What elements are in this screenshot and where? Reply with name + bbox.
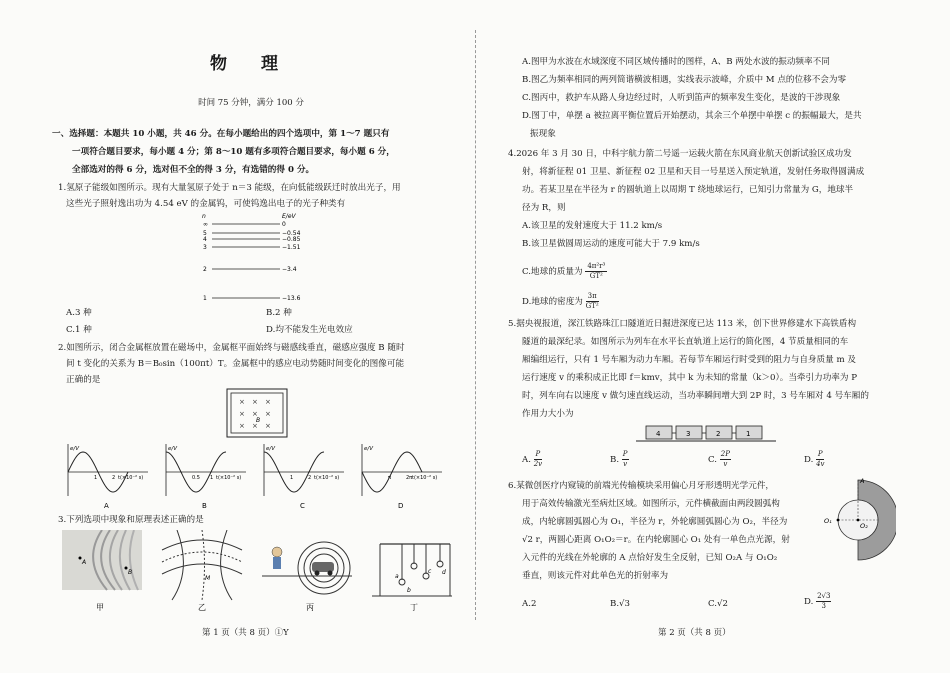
field-crosses — [239, 398, 271, 430]
q5-a-letter: A. — [522, 455, 531, 465]
point-m-label: M — [205, 575, 211, 582]
q6-option-d-text: D. — [804, 597, 814, 607]
q6-d-num: 2√3 — [817, 592, 831, 600]
pendulum-a-label: a — [395, 573, 399, 580]
train-car-number: 4 — [656, 430, 661, 438]
level-n-label: 4 — [203, 236, 207, 243]
level-energy-label: −0.54 — [282, 230, 301, 237]
q5-c-den: v — [723, 460, 728, 468]
q1-option-a: A.3 种 — [66, 308, 92, 318]
q4-d-den: GT² — [585, 302, 599, 310]
graph-y-label: e/V — [364, 446, 373, 452]
q5-option-d — [804, 450, 824, 469]
graph-tick: 2 — [308, 475, 312, 481]
svg-text:×: × — [252, 410, 258, 418]
q6-option-c: C.√2 — [708, 599, 728, 609]
q5-d-den: 4v — [816, 460, 825, 468]
graph-y-label: e/V — [70, 446, 79, 452]
figure-ding — [372, 544, 452, 596]
pendulum-d-label: d — [442, 569, 446, 576]
graph-tick: 1 — [94, 475, 98, 481]
graph-option-letter: B — [202, 502, 207, 510]
graph-option-letter: A — [104, 502, 109, 510]
q5-line-5: 时，列车向右以速度 v 做匀速直线运动，当功率瞬间增大到 2P 时，3 号车厢对 4 号车厢的 — [522, 391, 869, 401]
level-n-label: 1 — [203, 295, 207, 302]
q5-c-letter: C. — [708, 455, 718, 465]
q3-option-b: B.图乙为频率相同的两列简谐横波相遇，实线表示波峰，介质中 M 点的位移不会为零 — [522, 75, 847, 85]
q4-option-c-text: C.地球的质量为 — [522, 267, 583, 277]
q5-d-fraction — [816, 450, 824, 469]
e-t-graph-d — [362, 444, 442, 510]
point-a-label: A — [860, 477, 865, 485]
graph-tick: 2 — [112, 475, 116, 481]
q4-line-4: 径为 R，则 — [522, 203, 566, 213]
graph-tick: 1 — [210, 475, 214, 481]
label-ding: 丁 — [410, 603, 418, 612]
point-b-label: B — [128, 569, 133, 576]
level-n-label: 2 — [203, 266, 207, 273]
q5-a-den: 2v — [533, 460, 543, 468]
q4-option-b: B.该卫星做圆周运动的速度可能大于 7.9 km/s — [522, 239, 700, 249]
q5-a-fraction — [534, 450, 542, 469]
q1-option-c: C.1 种 — [66, 325, 92, 335]
svg-text:×: × — [252, 422, 258, 430]
graph-x-label: t(×10⁻² s) — [314, 475, 340, 481]
q3-option-c: C.图丙中，救护车从路人身边经过时，人听到笛声的频率发生变化，是波的干涉现象 — [522, 93, 841, 103]
q2-graphs — [60, 440, 460, 512]
crescent-element-figure — [814, 474, 896, 564]
energy-axis-label: E/eV — [282, 213, 296, 220]
q5-option-a — [522, 450, 542, 469]
q6-line-2: 用于高效传输激光至病灶区域。如图所示，元件横截面由两段圆弧构 — [522, 499, 780, 509]
graph-option-letter: C — [300, 502, 305, 510]
level-energy-label: −1.51 — [282, 244, 301, 251]
q5-a-num: P — [535, 450, 541, 458]
q5-option-c — [708, 450, 731, 469]
q1-line-1: 1.氢原子能级如图所示。现有大量氢原子处于 n＝3 能级，在向低能级跃迁时放出光子，用 — [58, 183, 401, 193]
graph-tick: 0.5 — [192, 475, 200, 481]
figure-yi — [162, 530, 242, 600]
q1-line-2: 这些光子照射逸出功为 4.54 eV 的金属钨，可使钨逸出电子的光子种类有 — [66, 199, 346, 209]
q4-option-c — [522, 262, 607, 281]
section-header-1: 一、选择题：本题共 10 小题，共 46 分。在每小题给出的四个选项中，第 1～7 题只有 — [52, 129, 390, 139]
q6-line-5: 入元件的光线在外轮廓的 A 点恰好发生全反射，已知 O₂A 与 O₁O₂ — [522, 553, 778, 563]
q2-line-2: 间 t 变化的关系为 B＝B₀sin（100πt）T。金属框中的感应电动势随时间变化的图像可能 — [66, 359, 405, 369]
q5-line-4: 运行速度 v 的乘积成正比即 f＝kmv，其中 k 为未知的常量（k＞0）。当牵引力功率为 P — [522, 373, 858, 383]
graph-option-letter: D — [398, 502, 404, 510]
label-jia: 甲 — [96, 603, 104, 612]
q4-option-d — [522, 292, 599, 311]
q6-line-3: 成，内轮廓圆弧圆心为 O₁，半径为 r，外轮廓圆弧圆心为 O₂，半径为 — [522, 517, 788, 527]
q4-line-2: 射，将新征程 01 卫星、新征程 02 卫星和天目一号星送入预定轨道，发射任务取得圆满成 — [522, 167, 865, 177]
q4-c-fraction — [585, 262, 607, 281]
pendulum-b-label: b — [407, 587, 411, 594]
train-figure — [636, 422, 776, 444]
q6-option-b: B.√3 — [610, 599, 630, 609]
q6-option-a: A.2 — [522, 599, 537, 609]
left-footer: 第 1 页（共 8 页）①Y — [202, 628, 289, 638]
energy-level-diagram — [202, 210, 312, 306]
q5-line-2: 隧道的最深纪录。如图所示为列车在水平长直轨道上运行的简化图，4 节质量相同的车 — [522, 337, 849, 347]
level-energy-label: −13.6 — [282, 295, 301, 302]
q5-line-1: 5.据央视报道，深江铁路珠江口隧道近日掘进深度已达 113 米，创下世界修建水下高铁盾构 — [508, 319, 857, 329]
point-a-label: A — [82, 559, 87, 566]
level-n-label: ∞ — [203, 221, 208, 228]
q4-option-a: A.该卫星的发射速度大于 11.2 km/s — [522, 221, 663, 231]
q4-option-d-text: D.地球的密度为 — [522, 297, 583, 307]
q5-b-num: P — [622, 450, 628, 458]
pendulum-c-label: c — [428, 568, 432, 575]
graph-y-label: e/V — [266, 446, 275, 452]
exam-subtitle: 时间 75 分钟，满分 100 分 — [198, 98, 304, 108]
q5-c-fraction — [720, 450, 731, 469]
n-axis-label: n — [202, 213, 206, 220]
b-field-label: B — [256, 417, 261, 424]
page-title: 物 理 — [210, 54, 292, 74]
level-energy-label: 0 — [282, 221, 286, 228]
svg-text:×: × — [239, 410, 245, 418]
q4-d-num: 3π — [586, 292, 599, 302]
level-n-label: 3 — [203, 244, 207, 251]
svg-text:×: × — [265, 398, 271, 406]
page-divider — [475, 30, 476, 620]
q3-option-d: D.图丁中，单摆 a 被拉离平衡位置后开始摆动，其余三个单摆中单摆 c 的振幅最大，是共 — [522, 111, 862, 121]
q4-line-1: 4.2026 年 3 月 30 日，中科宇航力箭二号遥一运载火箭在东风商业航天创新试验区成功发 — [508, 149, 852, 159]
train-car-number: 2 — [716, 430, 721, 438]
svg-text:×: × — [239, 398, 245, 406]
level-energy-label: −0.85 — [282, 236, 301, 243]
graph-x-label: t(×10⁻² s) — [118, 475, 144, 481]
q1-option-b: B.2 种 — [266, 308, 292, 318]
q6-d-den: 3 — [821, 602, 826, 610]
q6-d-fraction — [816, 592, 831, 611]
graph-y-label: e/V — [168, 446, 177, 452]
section-header-3: 全部选对的得 6 分，选对但不全的得 3 分，有选错的得 0 分。 — [72, 165, 315, 175]
q3-option-a: A.图甲为水波在水域深度不同区域传播时的图样，A、B 两处水波的振动频率不同 — [522, 57, 830, 67]
q1-option-d: D.均不能发生光电效应 — [266, 325, 353, 335]
level-n-label: 5 — [203, 230, 207, 237]
label-yi: 乙 — [198, 603, 206, 612]
q3-stem: 3.下列选项中现象和原理表述正确的是 — [58, 515, 204, 525]
o1-label: O₁ — [824, 517, 832, 525]
q4-c-num: 4π²r³ — [587, 262, 606, 270]
train-car-number: 3 — [686, 430, 691, 438]
q5-b-letter: B. — [610, 455, 620, 465]
e-t-graph-b — [166, 444, 246, 510]
q6-line-1: 6.某微创医疗内窥镜的前端光传输模块采用偏心月牙形透明光学元件， — [508, 481, 775, 491]
q4-d-fraction — [586, 292, 599, 311]
svg-text:×: × — [265, 422, 271, 430]
q5-line-6: 作用力大小为 — [522, 409, 574, 419]
q4-c-den: GT² — [589, 272, 603, 280]
q6-line-4: √2 r，两圆心距离 O₁O₂＝r。在内轮廓圆心 O₁ 处有一单色点光源，射 — [522, 535, 790, 545]
svg-text:×: × — [265, 410, 271, 418]
svg-text:×: × — [239, 422, 245, 430]
q5-option-b — [610, 450, 629, 469]
q5-d-letter: D. — [804, 455, 814, 465]
o2-label: O₂ — [860, 522, 868, 530]
figure-jia — [62, 530, 142, 590]
train-car-number: 1 — [746, 430, 751, 438]
q3-option-d-cont: 振现象 — [530, 129, 556, 139]
q3-figures — [62, 530, 452, 616]
level-energy-label: −3.4 — [282, 266, 297, 273]
label-bing: 丙 — [306, 603, 314, 612]
e-t-graph-a — [68, 444, 148, 510]
graph-x-label: t(×10⁻² s) — [412, 475, 438, 481]
graph-tick: 1 — [290, 475, 294, 481]
q6-option-d — [804, 592, 831, 611]
e-t-graph-c — [264, 444, 344, 510]
magnetic-frame-figure — [226, 388, 288, 438]
q2-line-3: 正确的是 — [66, 375, 101, 385]
q5-d-num: P — [817, 450, 823, 458]
svg-text:×: × — [252, 398, 258, 406]
graph-x-label: t(×10⁻² s) — [216, 475, 242, 481]
q5-b-fraction — [622, 450, 629, 469]
right-footer: 第 2 页（共 8 页） — [658, 628, 731, 638]
section-header-2: 一项符合题目要求，每小题 4 分；第 8～10 题有多项符合题目要求，每小题 6 分， — [72, 147, 395, 157]
graph-tick: π — [388, 475, 392, 481]
q5-c-num: 2P — [720, 450, 730, 458]
q4-line-3: 功。若某卫星在半径为 r 的圆轨道上以周期 T 绕地球运行，已知引力常量为 G，地球半 — [522, 185, 854, 195]
q6-line-6: 垂直，则该元件对此单色光的折射率为 — [522, 571, 669, 581]
figure-bing — [262, 542, 352, 594]
q5-b-den: v — [623, 460, 628, 468]
q2-line-1: 2.如图所示，闭合金属框放置在磁场中，金属框平面始终与磁感线垂直，磁感应强度 B 随时 — [58, 343, 405, 353]
graph-tick: 2π — [406, 475, 413, 481]
q5-line-3: 厢编组运行，只有 1 号车厢为动力车厢。若每节车厢运行时受到的阻力与自身质量 m 及 — [522, 355, 856, 365]
